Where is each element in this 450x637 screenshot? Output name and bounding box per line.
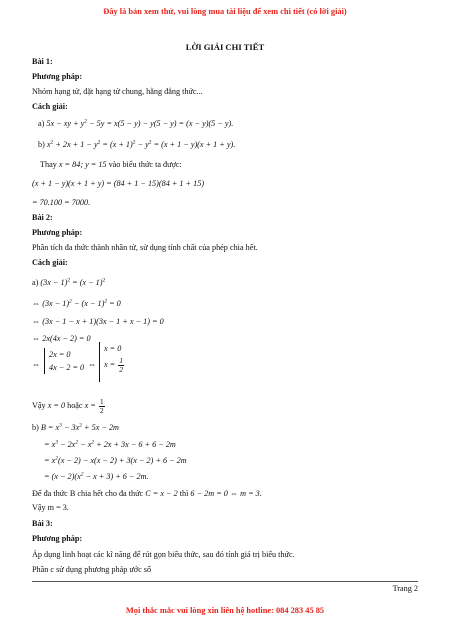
- bai1-a-equation: a) 5x − xy + $y^2 - 5y = x(5 - y) - y(5 - y) = (x - y)(5 - y)$.: [38, 118, 234, 128]
- hotline-banner: Mọi thắc mắc vui lòng xin liên hệ hotline: 084 283 45 85: [125, 606, 325, 615]
- bai2-b-final: Vậy m = 3.: [32, 503, 69, 512]
- bai2-method-text: Phân tích đa thức thành nhân tử, sử dụng tính chất của phép chia hết.: [32, 243, 258, 252]
- bai2-b-line3: = $x^2(x - 2) - x(x - 2) + 3(x - 2) + 6 - 2m$: [44, 455, 187, 465]
- bai3-method-label: Phương pháp:: [32, 534, 83, 543]
- bai2-b-line4: = $(x - 2)(x^2 - x + 3) + 6 - 2m$.: [44, 471, 149, 481]
- bai3-heading: Bài 3:: [32, 519, 53, 528]
- bai1-calc-line1: (x + 1 − y)(x + 1 + y) = (84 + 1 − 15)(84 + 1 + 15): [32, 179, 205, 188]
- bai2-a-equation: a) $(3x - 1)^2 = (x - 1)^2$: [32, 277, 106, 287]
- bai3-part-c-note: Phần c sử dụng phương pháp ước số: [32, 565, 152, 574]
- bai1-heading: Bài 1:: [32, 57, 53, 66]
- bai2-method-label: Phương pháp:: [32, 228, 83, 237]
- footer-divider: [32, 581, 418, 582]
- bai1-method-label: Phương pháp:: [32, 72, 83, 81]
- bai2-heading: Bài 2:: [32, 213, 53, 222]
- bai2-solution-label: Cách giải:: [32, 258, 68, 267]
- bai3-method-text: Áp dụng linh hoạt các kĩ năng để rút gọn biểu thức, sau đó tính giá trị biểu thức.: [32, 550, 295, 559]
- page-title: LỜI GIẢI CHI TIẾT: [185, 42, 265, 52]
- bai2-a-step1: ⇔ $(3x - 1)^2 - (x - 1)^2 = 0$: [32, 298, 121, 308]
- bai2-a-step2: ⇔ (3x − 1 − x + 1)(3x − 1 + x − 1) = 0: [32, 317, 164, 326]
- bai2-b-conclusion: Để đa thức B chia hết cho đa thức C = x − 2 thì 6 − 2m = 0 ⇔ m = 3.: [32, 489, 262, 498]
- system-arrow-1: ⇔: [32, 360, 41, 369]
- top-banner: Đây là bản xem thử, vui lòng mua tài liệu để xem chi tiết (có lời giải): [103, 7, 347, 16]
- system-arrow-2: ⇔: [88, 360, 97, 369]
- bai1-calc-line2: = 70.100 = 7000.: [32, 198, 91, 207]
- bai2-a-conclusion: Vậy x = 0 hoặc x = $\frac{1}{2}$: [32, 396, 104, 415]
- equation-system-2: x = 0 x = $\frac{1}{2}$: [99, 342, 125, 382]
- equation-system-1: 2x = 0 4x − 2 = 0: [44, 348, 84, 374]
- fraction-one-half-2: $\frac{1}{2}$: [99, 396, 104, 415]
- bai1-solution-label: Cách giải:: [32, 102, 68, 111]
- bai1-substitution: Thay x = 84; y = 15 vào biểu thức ta được:: [40, 160, 182, 169]
- bai1-method-text: Nhóm hạng tử, đặt hạng tử chung, hằng đẳng thức...: [32, 87, 203, 96]
- page-number: Trang 2: [392, 584, 418, 593]
- fraction-one-half: $\frac{1}{2}$: [119, 355, 124, 374]
- bai1-b-equation: b) $x^2 + 2x + 1 - y^2 = (x + 1)^2 - y^2 = (x + 1 - y)(x + 1 + y)$.: [38, 139, 236, 149]
- bai2-b-line1: b) $B = x^3 - 3x^2 + 5x - 2m$: [32, 422, 119, 432]
- bai2-a-step3: ⇔ 2x(4x − 2) = 0: [32, 334, 91, 343]
- bai2-b-line2: = $x^3 - 2x^2 - x^2 + 2x + 3x - 6 + 6 - 2m$: [44, 439, 176, 449]
